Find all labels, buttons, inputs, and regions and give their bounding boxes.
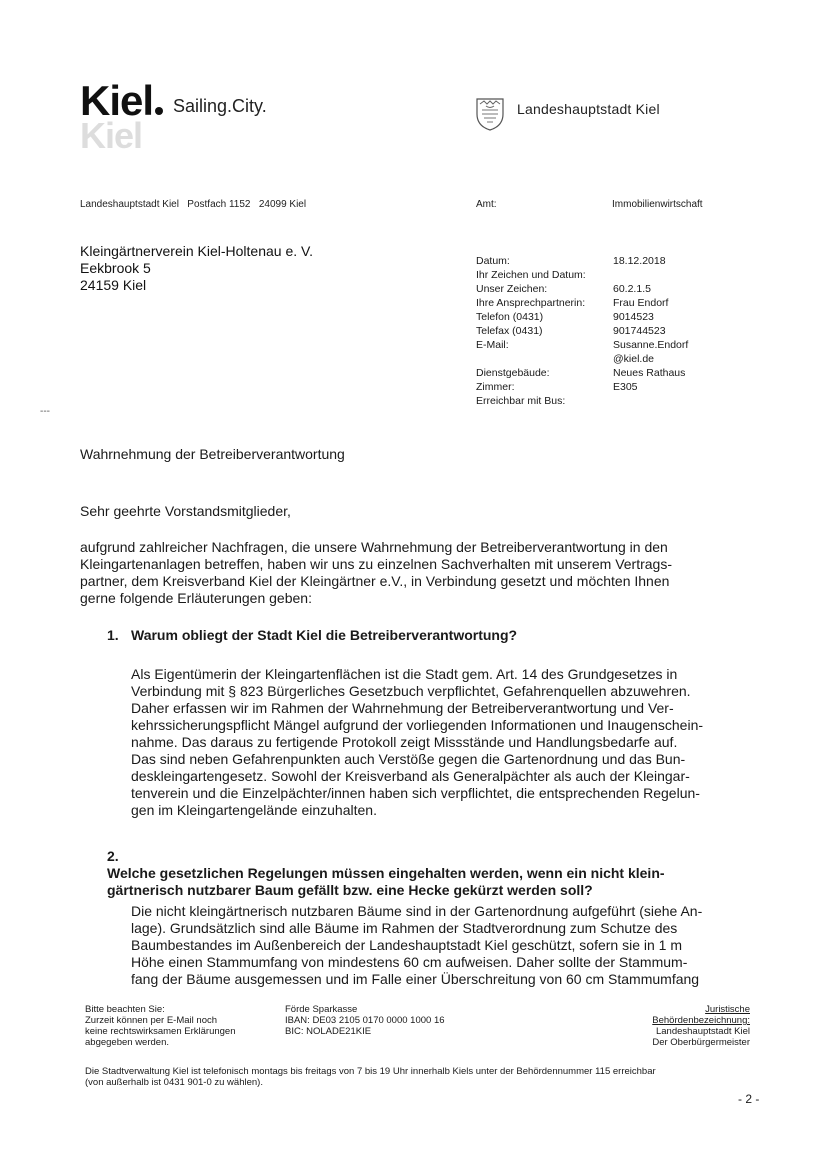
logo-tagline: Sailing.City. (173, 96, 267, 116)
footer-line: abgegeben werden. (85, 1037, 169, 1048)
footer-line: Behördenbezeichnung: (652, 1015, 750, 1026)
info-label: Dienstgebäude: (476, 367, 550, 379)
answer-1 (131, 666, 761, 819)
recipient-line: 24159 Kiel (80, 277, 147, 293)
footer-line: Die Stadtverwaltung Kiel ist telefonisch montags bis freitags von 7 bis 19 Uhr innerhalb Kiels unter der Behördennummer 115 erreichbar (85, 1066, 656, 1077)
text-line: kehrssicherungspflicht Mängel aufgrund der vorliegenden Informationen und Inaugenschein- (131, 717, 704, 733)
recipient-line: Kleingärtnerverein Kiel-Holtenau e. V. (80, 243, 313, 259)
footer-line: IBAN: DE03 2105 0170 0000 1000 16 (285, 1015, 445, 1026)
info-row (476, 310, 776, 324)
logo-ghost-mirror: Kiel (80, 115, 143, 156)
info-row (476, 380, 776, 394)
info-row (476, 352, 776, 366)
info-label: Ihr Zeichen und Datum: (476, 269, 586, 281)
info-value: 18.12.2018 (613, 255, 666, 267)
text-line: gerne folgende Erläuterungen geben: (80, 590, 312, 606)
text-line: Die nicht kleingärtnerisch nutzbaren Bäume sind in der Gartenordnung aufgeführt (siehe An- (131, 903, 703, 919)
info-label: E-Mail: (476, 339, 509, 351)
answer-2 (131, 903, 761, 988)
info-label: Erreichbar mit Bus: (476, 395, 566, 407)
info-block (476, 254, 776, 408)
footer-bank (285, 1004, 515, 1037)
info-value: 9014523 (613, 311, 654, 323)
fold-mark: --- (40, 406, 50, 417)
amt-value: Immobilienwirtschaft (612, 199, 703, 210)
text-line: Als Eigentümerin der Kleingartenflächen ist die Stadt gem. Art. 14 des Grundgesetzes in (131, 666, 678, 682)
info-value: E305 (613, 381, 638, 393)
question-number: 2. (107, 848, 119, 864)
text-line: lage). Grundsätzlich sind alle Bäume im Rahmen der Stadtverordnung zum Schutze des (131, 920, 678, 936)
footer-line: Der Oberbürgermeister (652, 1037, 750, 1048)
footer-notice (85, 1004, 270, 1048)
info-value: Susanne.Endorf (613, 339, 689, 351)
text-line: tenverein und die Einzelpächter/innen haben sich verpflichtet, die entsprechenden Regelun- (131, 785, 700, 801)
info-row (476, 268, 776, 282)
footer-phone-note (85, 1066, 765, 1088)
letter-subject: Wahrnehmung der Betreiberverantwortung (80, 446, 345, 462)
info-row (476, 338, 776, 352)
info-row (476, 324, 776, 338)
salutation: Sehr geehrte Vorstandsmitglieder, (80, 503, 291, 519)
footer-line: Bitte beachten Sie: (85, 1004, 165, 1015)
footer-line: BIC: NOLADE21KIE (285, 1026, 372, 1037)
info-label: Telefax (0431) (476, 325, 543, 337)
info-row (476, 366, 776, 380)
info-label: Datum: (476, 255, 510, 267)
footer-line: keine rechtswirksamen Erklärungen (85, 1026, 236, 1037)
question-title-line: gärtnerisch nutzbarer Baum gefällt bzw. eine Hecke gekürzt werden soll? (107, 882, 593, 898)
info-row (476, 296, 776, 310)
recipient-address (80, 243, 313, 294)
info-label (476, 352, 613, 366)
text-line: Daher erfassen wir im Rahmen der Wahrnehmung der Betreiberverantwortung und Ver- (131, 700, 674, 716)
amt-label: Amt: (476, 199, 497, 210)
info-row (476, 282, 776, 296)
footer-line: Zurzeit können per E-Mail noch (85, 1015, 218, 1026)
text-line: Baumbestandes im Außenbereich der Landeshauptstadt Kiel geschützt, sofern sie in 1 m (131, 937, 682, 953)
text-line: nahme. Das daraus zu fertigende Protokoll zeigt Missstände und Handlungsbedarfe auf. (131, 734, 678, 750)
city-name: Landeshauptstadt Kiel (517, 101, 660, 117)
footer-line: Juristische (705, 1004, 750, 1015)
sender-address-line: Landeshauptstadt Kiel Postfach 1152 24099 Kiel (80, 199, 307, 210)
text-line: partner, dem Kreisverband Kiel der Kleingärtner e.V., in Verbindung gesetzt und möchten Ihnen (80, 573, 670, 589)
info-value: Frau Endorf (613, 297, 669, 309)
info-row (476, 394, 776, 408)
text-line: deskleingartengesetz. Sowohl der Kreisverband als Generalpächter als auch der Kleingar- (131, 768, 690, 784)
footer-legal (580, 1004, 750, 1048)
text-line: Das sind neben Gefahrenpunkten auch Verstöße gegen die Gartenordnung und das Bun- (131, 751, 686, 767)
text-line: Höhe einen Stammumfang von mindestens 60 cm aufweisen. Daher sollte der Stammum- (131, 954, 688, 970)
info-value: 60.2.1.5 (613, 283, 651, 295)
recipient-line: Eekbrook 5 (80, 260, 151, 276)
question-title: Warum obliegt der Stadt Kiel die Betreiberverantwortung? (131, 627, 518, 643)
text-line: Verbindung mit § 823 Bürgerliches Gesetzbuch verpflichtet, Gefahrenquellen abzuwehren. (131, 683, 691, 699)
page-number: - 2 - (738, 1092, 760, 1106)
info-row (476, 254, 776, 268)
question-1-heading (107, 627, 747, 644)
info-label: Telefon (0431) (476, 311, 544, 323)
text-line: aufgrund zahlreicher Nachfragen, die unsere Wahrnehmung der Betreiberverantwortung in den (80, 539, 668, 555)
logo-dot (155, 107, 163, 115)
info-label: Ihre Ansprechpartnerin: (476, 297, 586, 309)
text-line: Kleingartenanlagen betreffen, haben wir uns zu einzelnen Sachverhalten mit unserem Vertrags- (80, 556, 672, 572)
info-label: Zimmer: (476, 381, 515, 393)
info-value: @kiel.de (613, 353, 655, 365)
footer-line: Förde Sparkasse (285, 1004, 358, 1015)
footer-line: Landeshauptstadt Kiel (655, 1026, 750, 1037)
question-number: 1. (107, 627, 119, 643)
info-value: Neues Rathaus (613, 367, 686, 379)
text-line: fang der Bäume ausgemessen und im Falle einer Überschreitung von 60 cm Stammumfang (131, 971, 700, 987)
footer-line: (von außerhalb ist 0431 901-0 zu wählen). (85, 1077, 263, 1088)
info-label: Unser Zeichen: (476, 283, 548, 295)
text-line: gen im Kleingartengelände einzuhalten. (131, 802, 377, 818)
logo-text: Kiel (80, 77, 154, 124)
question-title-line: Welche gesetzlichen Regelungen müssen eingehalten werden, wenn ein nicht klein- (107, 865, 665, 881)
city-crest-icon (474, 96, 506, 132)
question-2-heading (107, 848, 747, 899)
intro-paragraph (80, 539, 735, 607)
info-value: 901744523 (613, 325, 666, 337)
